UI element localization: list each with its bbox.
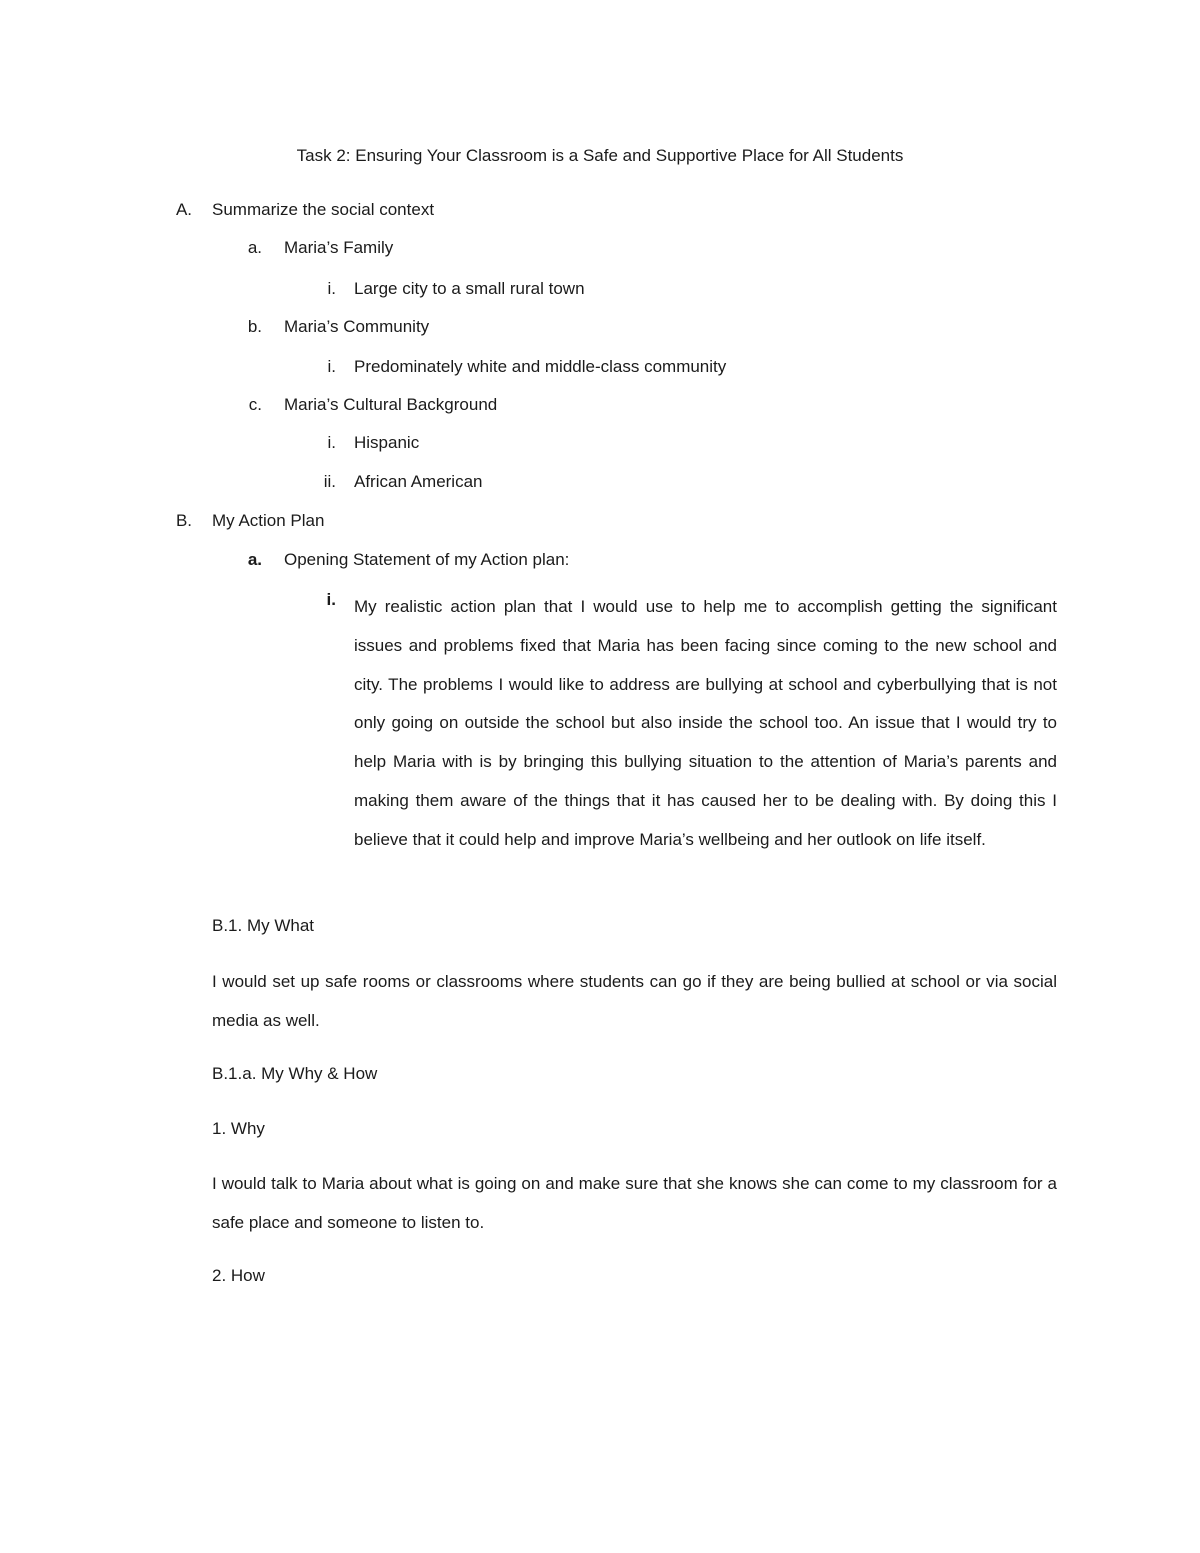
section-a-heading: Summarize the social context [212, 200, 435, 219]
sub-item-text: Large city to a small rural town [354, 279, 585, 298]
list-item-cultural-background: Maria’s Cultural Background [284, 395, 498, 414]
action-plan-paragraph: My realistic action plan that I would use to help me to accomplish getting the significant issues and problems fixed that Maria has been facing since coming to the new school and city. The problems I would like to address are bullying at school and cyberbullying that is not only going on outside the school but also inside the school too. An issue that I would try to help Maria with is by bringing this bullying situation to the attention of Maria’s parents and making them aware of the things that it has caused her to be dealing with. By doing this I believe that it could help and improve Maria’s wellbeing and her outlook on life itself. [354, 597, 1057, 849]
document-title: Task 2: Ensuring Your Classroom is a Safe and Supportive Place for All Students [296, 146, 904, 165]
list-item-marker: c. [248, 395, 262, 414]
sub-item-marker: i. [327, 279, 336, 298]
list-item-marker: b. [247, 317, 262, 336]
list-item-family: Maria’s Family [284, 238, 394, 257]
section-b-heading: My Action Plan [212, 511, 325, 530]
sub-item-marker: i. [326, 590, 336, 609]
b1-paragraph: I would set up safe rooms or classrooms where students can go if they are being bullied at school or via social media as well. [212, 972, 1057, 1030]
sub-item-marker: ii. [323, 472, 336, 491]
why-paragraph: I would talk to Maria about what is going on and make sure that she knows she can come to my classroom for a safe place and someone to listen to. [212, 1174, 1057, 1232]
list-item-marker: a. [247, 238, 262, 257]
list-item-marker: a. [247, 550, 262, 569]
b1a-heading: B.1.a. My Why & How [212, 1064, 378, 1083]
b1-heading: B.1. My What [212, 916, 315, 935]
opening-statement-label: Opening Statement of my Action plan: [284, 550, 570, 569]
section-b-marker: B. [175, 511, 192, 530]
section-a-marker: A. [175, 200, 192, 219]
sub-item-text: Hispanic [354, 433, 420, 452]
list-item-community: Maria’s Community [284, 317, 430, 336]
sub-item-text: African American [354, 472, 483, 491]
sub-item-text: Predominately white and middle-class community [354, 357, 727, 376]
sub-item-marker: i. [327, 357, 336, 376]
sub-item-marker: i. [327, 433, 336, 452]
why-heading: 1. Why [212, 1119, 265, 1138]
how-heading: 2. How [212, 1266, 265, 1285]
